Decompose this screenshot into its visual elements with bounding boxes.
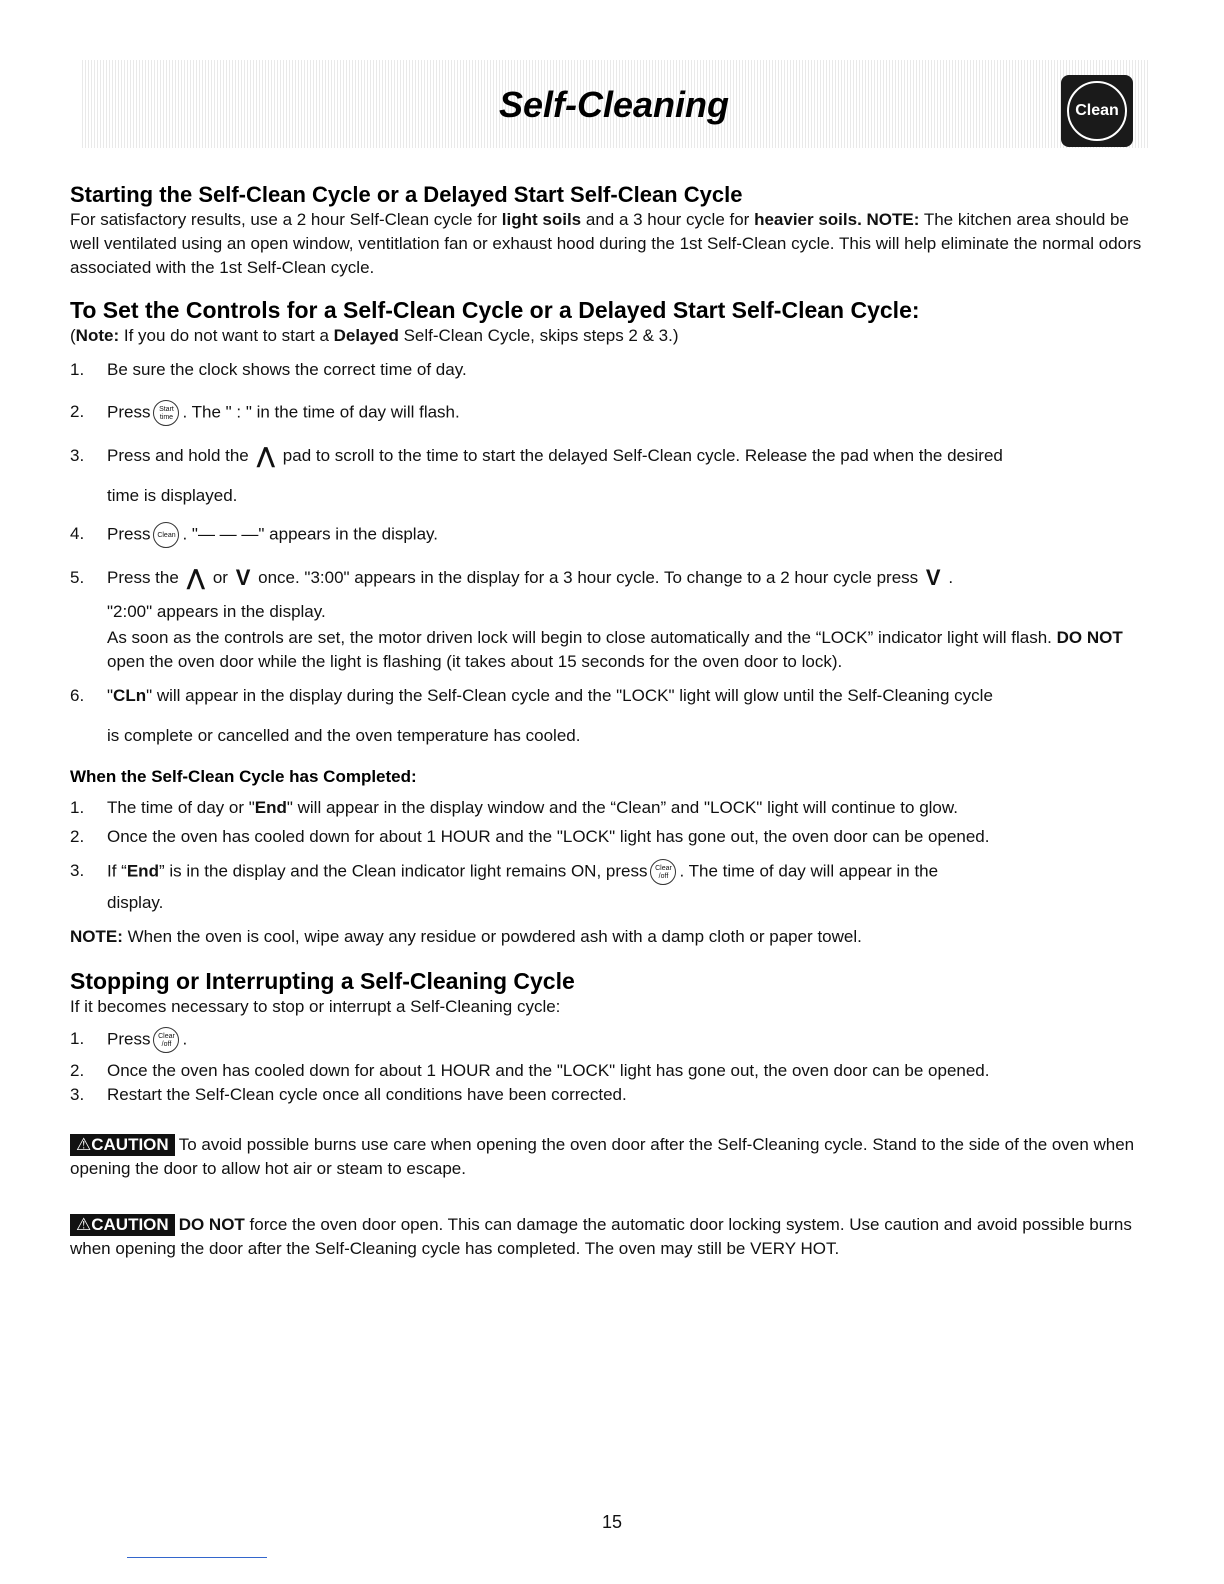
down-arrow-icon: V (925, 565, 941, 590)
list-item: 3. If “End” is in the display and the Clean indicator light remains ON, press Clear /off . The time of day will appear in the display. (70, 861, 939, 912)
list-item: 3. Press and hold the ⋀ pad to scroll to the time to start the delayed Self-Clean cycle. Release the pad when the desired time is displayed. (70, 443, 1003, 505)
list-item: 3. Restart the Self-Clean cycle once all conditions have been corrected. (70, 1085, 627, 1104)
clean-badge-label: Clean (1067, 81, 1127, 141)
section1-heading: Starting the Self-Clean Cycle or a Delayed Start Self-Clean Cycle (70, 182, 743, 207)
clean-key-icon: Clean (153, 522, 179, 548)
section4-heading: Stopping or Interrupting a Self-Cleaning Cycle (70, 968, 575, 994)
section4-intro: If it becomes necessary to stop or interrupt a Self-Cleaning cycle: (70, 997, 561, 1016)
stop-steps (70, 1027, 1155, 1107)
caution-badge: ⚠CAUTION (70, 1134, 175, 1156)
clean-badge-icon (1061, 75, 1133, 147)
main-content (70, 182, 1155, 1261)
list-item: 1. The time of day or "End" will appear in the display window and the “Clean” and "LOCK" light will continue to glow. (70, 798, 958, 817)
header-banner (80, 60, 1148, 148)
page-number: 15 (601, 1512, 623, 1532)
caution-1: ⚠CAUTION To avoid possible burns use care when opening the oven door after the Self-Cleaning cycle. Stand to the side of the oven when opening the door to allow hot air or steam to escape. (70, 1135, 1135, 1178)
list-item: 4. Press Clean . "— — —" appears in the display. (70, 522, 1155, 548)
list-item: 1. Press Clear /off . (70, 1027, 1155, 1053)
up-arrow-icon: ⋀ (186, 565, 206, 590)
caution-badge: ⚠CAUTION (70, 1214, 175, 1236)
list-item: 6. "CLn" will appear in the display during the Self-Clean cycle and the "LOCK" light will glow until the Self-Cleaning cycle is complete or cancelled and the oven temperature has cooled. (70, 686, 993, 745)
section1-paragraph: For satisfactory results, use a 2 hour Self-Clean cycle for light soils and a 3 hour cycle for heavier soils. NOTE: The kitchen area should be well ventilated using an open window, ventitlation fan or exhaust hood during the 1st Self-Clean cycle. This will help eliminate the normal odors associated with the 1st Self-Clean cycle. (70, 210, 1142, 277)
clear-off-key-icon: Clear /off (153, 1027, 179, 1053)
list-item: 5. Press the ⋀ or V once. "3:00" appears in the display for a 3 hour cycle. To change to a 2 hour cycle press V . "2:00" appears in the display. As soon as the controls are set, the motor driven lock will begin to close automatically and the “LOCK” indicator light will flash. DO NOT open the oven door while the light is flashing (it takes about 15 seconds for the oven door to lock). (70, 565, 1123, 671)
section2-heading: To Set the Controls for a Self-Clean Cycle or a Delayed Start Self-Clean Cycle: (70, 297, 920, 323)
list-item: 1. Be sure the clock shows the correct time of day. (70, 360, 467, 379)
section3-heading: When the Self-Clean Cycle has Completed: (70, 767, 417, 786)
list-item: 2. Once the oven has cooled down for about 1 HOUR and the "LOCK" light has gone out, the oven door can be opened. (70, 827, 990, 846)
section2-note: (Note: If you do not want to start a Delayed Self-Clean Cycle, skips steps 2 & 3.) (70, 326, 679, 345)
start-time-key-icon: Start time (153, 400, 179, 426)
down-arrow-icon: V (235, 565, 251, 590)
caution-2: ⚠CAUTION DO NOT force the oven door open. This can damage the automatic door locking system. Use caution and avoid possible burns when opening the door after the Self-Cleaning cycle has completed. The oven may still be VERY HOT. (70, 1215, 1132, 1258)
list-item: 2. Press Start time . The " : " in the time of day will flash. (70, 400, 1155, 426)
clear-off-key-icon: Clear /off (650, 859, 676, 885)
completed-steps (70, 796, 1155, 915)
footer-rule (127, 1557, 267, 1558)
list-item: 2. Once the oven has cooled down for about 1 HOUR and the "LOCK" light has gone out, the oven door can be opened. (70, 1061, 990, 1080)
set-controls-steps (70, 358, 1155, 748)
up-arrow-icon: ⋀ (256, 443, 276, 468)
page-title: Self-Cleaning (498, 84, 730, 125)
section3-note: NOTE: When the oven is cool, wipe away any residue or powdered ash with a damp cloth or paper towel. (70, 927, 862, 946)
